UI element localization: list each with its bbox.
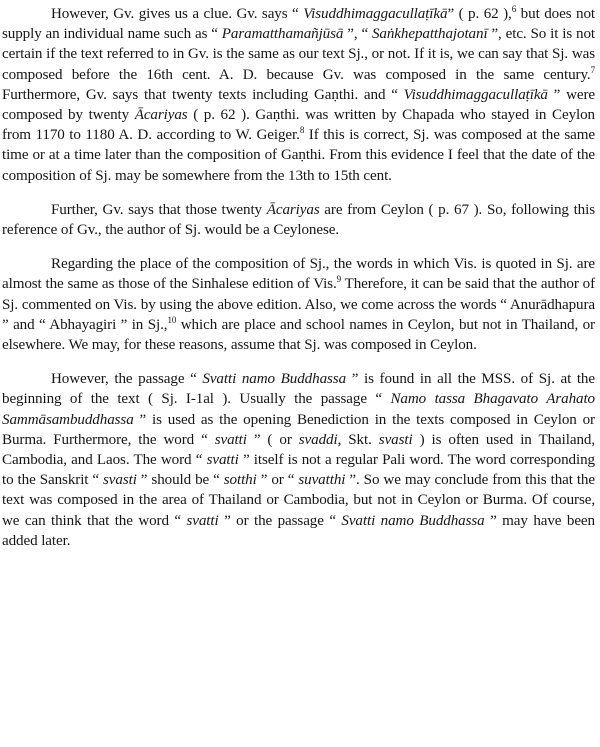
italic-term: Ācariyas bbox=[266, 201, 320, 218]
italic-term: svatti bbox=[214, 431, 247, 448]
text-run: ”. So we may conclude from this that the text was composed in the area of Thailand or Cambodia, but not in Ceylon or Burma. Of course, we can think that the word “ bbox=[2, 472, 595, 529]
text-run: ”, “ bbox=[343, 26, 372, 43]
footnote-marker: 6 bbox=[511, 3, 517, 14]
italic-term: svasti bbox=[103, 472, 137, 489]
paragraph-gv-clue bbox=[2, 4, 595, 186]
text-run: ” were composed by twenty bbox=[2, 86, 595, 124]
italic-term: Visuddhimaggacullaṭīkā bbox=[403, 86, 548, 103]
text-run: ” itself is not a regular Pali word. The word corresponding to the Sanskrit “ bbox=[2, 452, 595, 489]
text-run: ” is used as the opening Benediction in the texts composed in Ceylon or Burma. Furthermore, the word “ bbox=[2, 411, 595, 448]
italic-term: Saṅkhepatthajotanī bbox=[371, 26, 488, 43]
footnote-marker: 8 bbox=[299, 125, 305, 136]
text-run: If this is correct, Sj. was composed at the same time or at a time later than the composition of Gaṇthi. From this evidence I feel that the date of the composition of Sj. may be somewhere from the 13th to 15th cent. bbox=[2, 127, 595, 184]
paragraph-svatti-passage bbox=[2, 369, 595, 551]
italic-term: Visuddhimaggacullaṭīkā bbox=[303, 6, 448, 22]
footnote-marker: 9 bbox=[336, 274, 342, 285]
text-run: Regarding the place of the composition of Sj., the words in which Vis. is quoted in Sj. are almost the same as those of the Sinhalese edition of Vis. bbox=[2, 256, 595, 293]
italic-term: svasti bbox=[378, 431, 413, 448]
text-run: ” or “ bbox=[256, 472, 299, 489]
italic-term: Svatti namo Buddhassa bbox=[202, 371, 347, 388]
italic-term: Ācariyas bbox=[134, 107, 188, 124]
text-run: are from Ceylon ( p. 67 ). So, following this reference of Gv., the author of Sj. would be a Ceylonese. bbox=[2, 201, 596, 239]
italic-term: suvatthi bbox=[298, 472, 346, 489]
text-run: However, the passage “ bbox=[51, 371, 203, 388]
document-page bbox=[2, 4, 595, 551]
footnote-marker: 7 bbox=[590, 64, 595, 75]
text-run: However, Gv. gives us a clue. Gv. says “ bbox=[51, 6, 304, 22]
italic-term: svatti bbox=[206, 452, 239, 469]
italic-term: svaddi bbox=[298, 431, 338, 448]
text-run: Further, Gv. says that those twenty bbox=[51, 201, 267, 218]
text-run: ” is found in all the MSS. of Sj. at the beginning of the text ( Sj. I-1al ). Usually the passage “ bbox=[2, 371, 595, 408]
italic-term: svatti bbox=[186, 512, 219, 529]
footnote-marker: 10 bbox=[167, 314, 177, 325]
text-run: ) is often used in Thailand, Cambodia, and Laos. The word “ bbox=[2, 431, 596, 469]
italic-term: Svatti namo Buddhassa bbox=[341, 512, 485, 529]
text-run: ” ( p. 62 ), bbox=[447, 6, 512, 22]
italic-term: Namo tassa Bhagavato Arahato Sammāsambuddhassa bbox=[2, 391, 596, 428]
italic-term: sotthi bbox=[223, 472, 257, 489]
text-run: Furthermore, Gv. says that twenty texts including Gaṇthi. and “ bbox=[2, 86, 404, 103]
text-run: ”, etc. So it is not certain if the text referred to in Gv. is the same as our text Sj., or not. If it is, we can say that Sj. was composed before the 16th cent. A. D. because Gv. was composed in the same century. bbox=[2, 26, 595, 83]
italic-term: Paramatthamañjūsā bbox=[221, 26, 344, 43]
text-run: ” should be “ bbox=[136, 472, 224, 489]
text-run: , Skt. bbox=[337, 431, 379, 448]
text-run: ” or the passage “ bbox=[218, 512, 342, 529]
text-run: ” ( or bbox=[246, 431, 299, 448]
text-run: which are place and school names in Ceylon, but not in Thailand, or elsewhere. We may, for these reasons, assume that Sj. was composed in Ceylon. bbox=[2, 316, 595, 354]
text-run: Therefore, it can be said that the author of Sj. commented on Vis. by using the above edition. Also, we come across the words “ Anurādhapura ” and “ Abhayagiri ” in Sj., bbox=[2, 276, 595, 333]
text-run: ” may have been added later. bbox=[2, 512, 595, 549]
paragraph-acariyas-ceylon bbox=[2, 200, 595, 240]
paragraph-place-of-composition bbox=[2, 254, 595, 355]
text-run: ( p. 62 ). Gaṇthi. was written by Chapada who stayed in Ceylon from 1170 to 1180 A. D. according to W. Geiger. bbox=[2, 107, 596, 144]
text-run: but does not supply an individual name such as “ bbox=[2, 6, 595, 43]
